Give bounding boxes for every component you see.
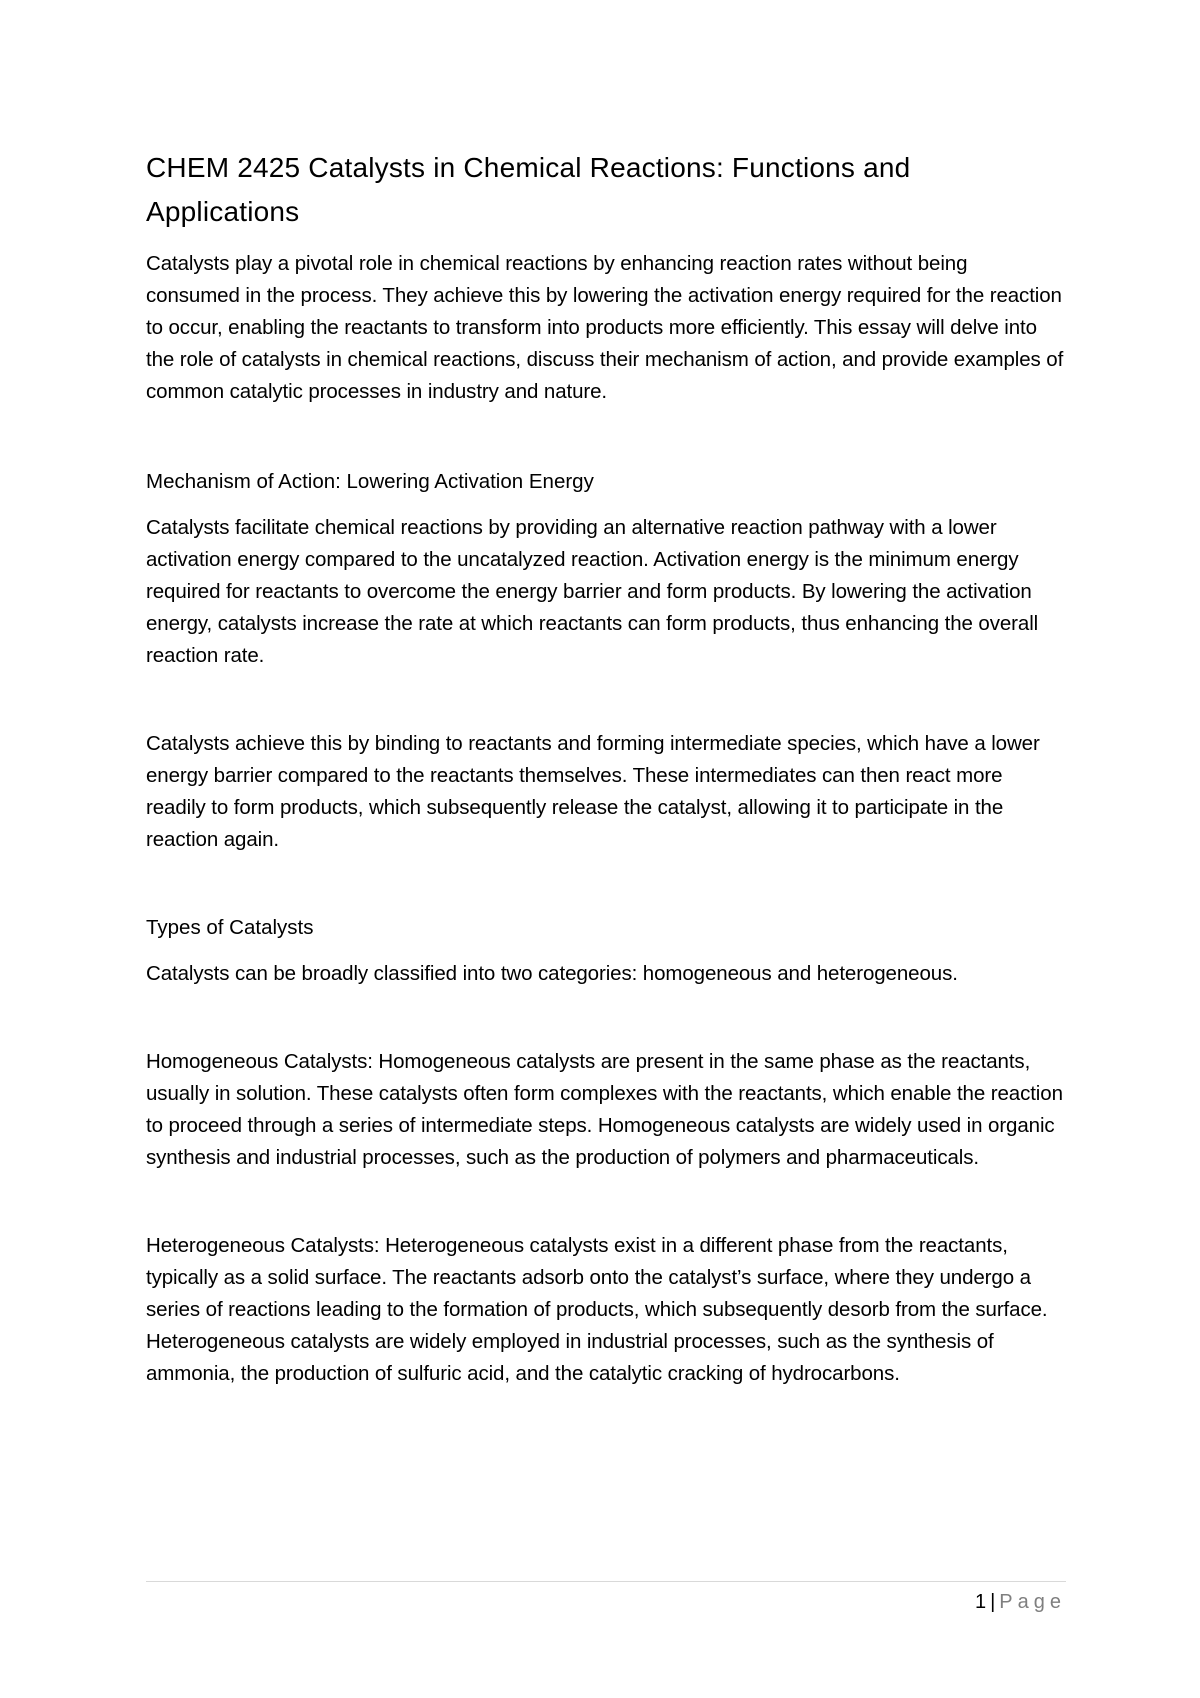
mechanism-heading: Mechanism of Action: Lowering Activation Energy <box>146 470 594 493</box>
mechanism-paragraph-2: Catalysts achieve this by binding to reactants and forming intermediate species, which have a lower energy barrier compared to the reactants themselves. These intermediates can then react more readily to form products, which subsequently release the catalyst, allowing it to participate in the reaction again. <box>146 732 1040 851</box>
footer-divider <box>146 1581 1066 1582</box>
types-paragraph: Catalysts can be broadly classified into two categories: homogeneous and heterogeneous. <box>146 962 958 985</box>
homogeneous-paragraph: Homogeneous Catalysts: Homogeneous catalysts are present in the same phase as the reactants, usually in solution. These catalysts often form complexes with the reactants, which enable the reaction to proceed through a series of intermediate steps. Homogeneous catalysts are widely used in organic synthesis and industrial processes, such as the production of polymers and pharmaceuticals. <box>146 1050 1063 1169</box>
page-number: 1 <box>974 1591 987 1613</box>
footer-separator: | <box>990 1591 996 1613</box>
heterogeneous-paragraph: Heterogeneous Catalysts: Heterogeneous catalysts exist in a different phase from the reactants, typically as a solid surface. The reactants adsorb onto the catalyst’s surface, where they undergo a series of reactions leading to the formation of products, which subsequently desorb from the surface. Heterogeneous catalysts are widely employed in industrial processes, such as the synthesis of ammonia, the production of sulfuric acid, and the catalytic cracking of hydrocarbons. <box>146 1234 1048 1385</box>
mechanism-paragraph-1: Catalysts facilitate chemical reactions by providing an alternative reaction pathway with a lower activation energy compared to the uncatalyzed reaction. Activation energy is the minimum energy required for reactants to overcome the energy barrier and form products. By lowering the activation energy, catalysts increase the rate at which reactants can form products, thus enhancing the overall reaction rate. <box>146 516 1039 667</box>
document-title: CHEM 2425 Catalysts in Chemical Reactions: Functions and Applications <box>146 152 911 227</box>
types-heading: Types of Catalysts <box>146 916 314 939</box>
page-label: Page <box>999 1591 1066 1613</box>
document-body <box>146 146 1066 1390</box>
page-footer <box>975 1588 1066 1616</box>
intro-paragraph: Catalysts play a pivotal role in chemical reactions by enhancing reaction rates without being consumed in the process. They achieve this by lowering the activation energy required for the reaction to occur, enabling the reactants to transform into products more efficiently. This essay will delve into the role of catalysts in chemical reactions, discuss their mechanism of action, and provide examples of common catalytic processes in industry and nature. <box>146 252 1064 403</box>
